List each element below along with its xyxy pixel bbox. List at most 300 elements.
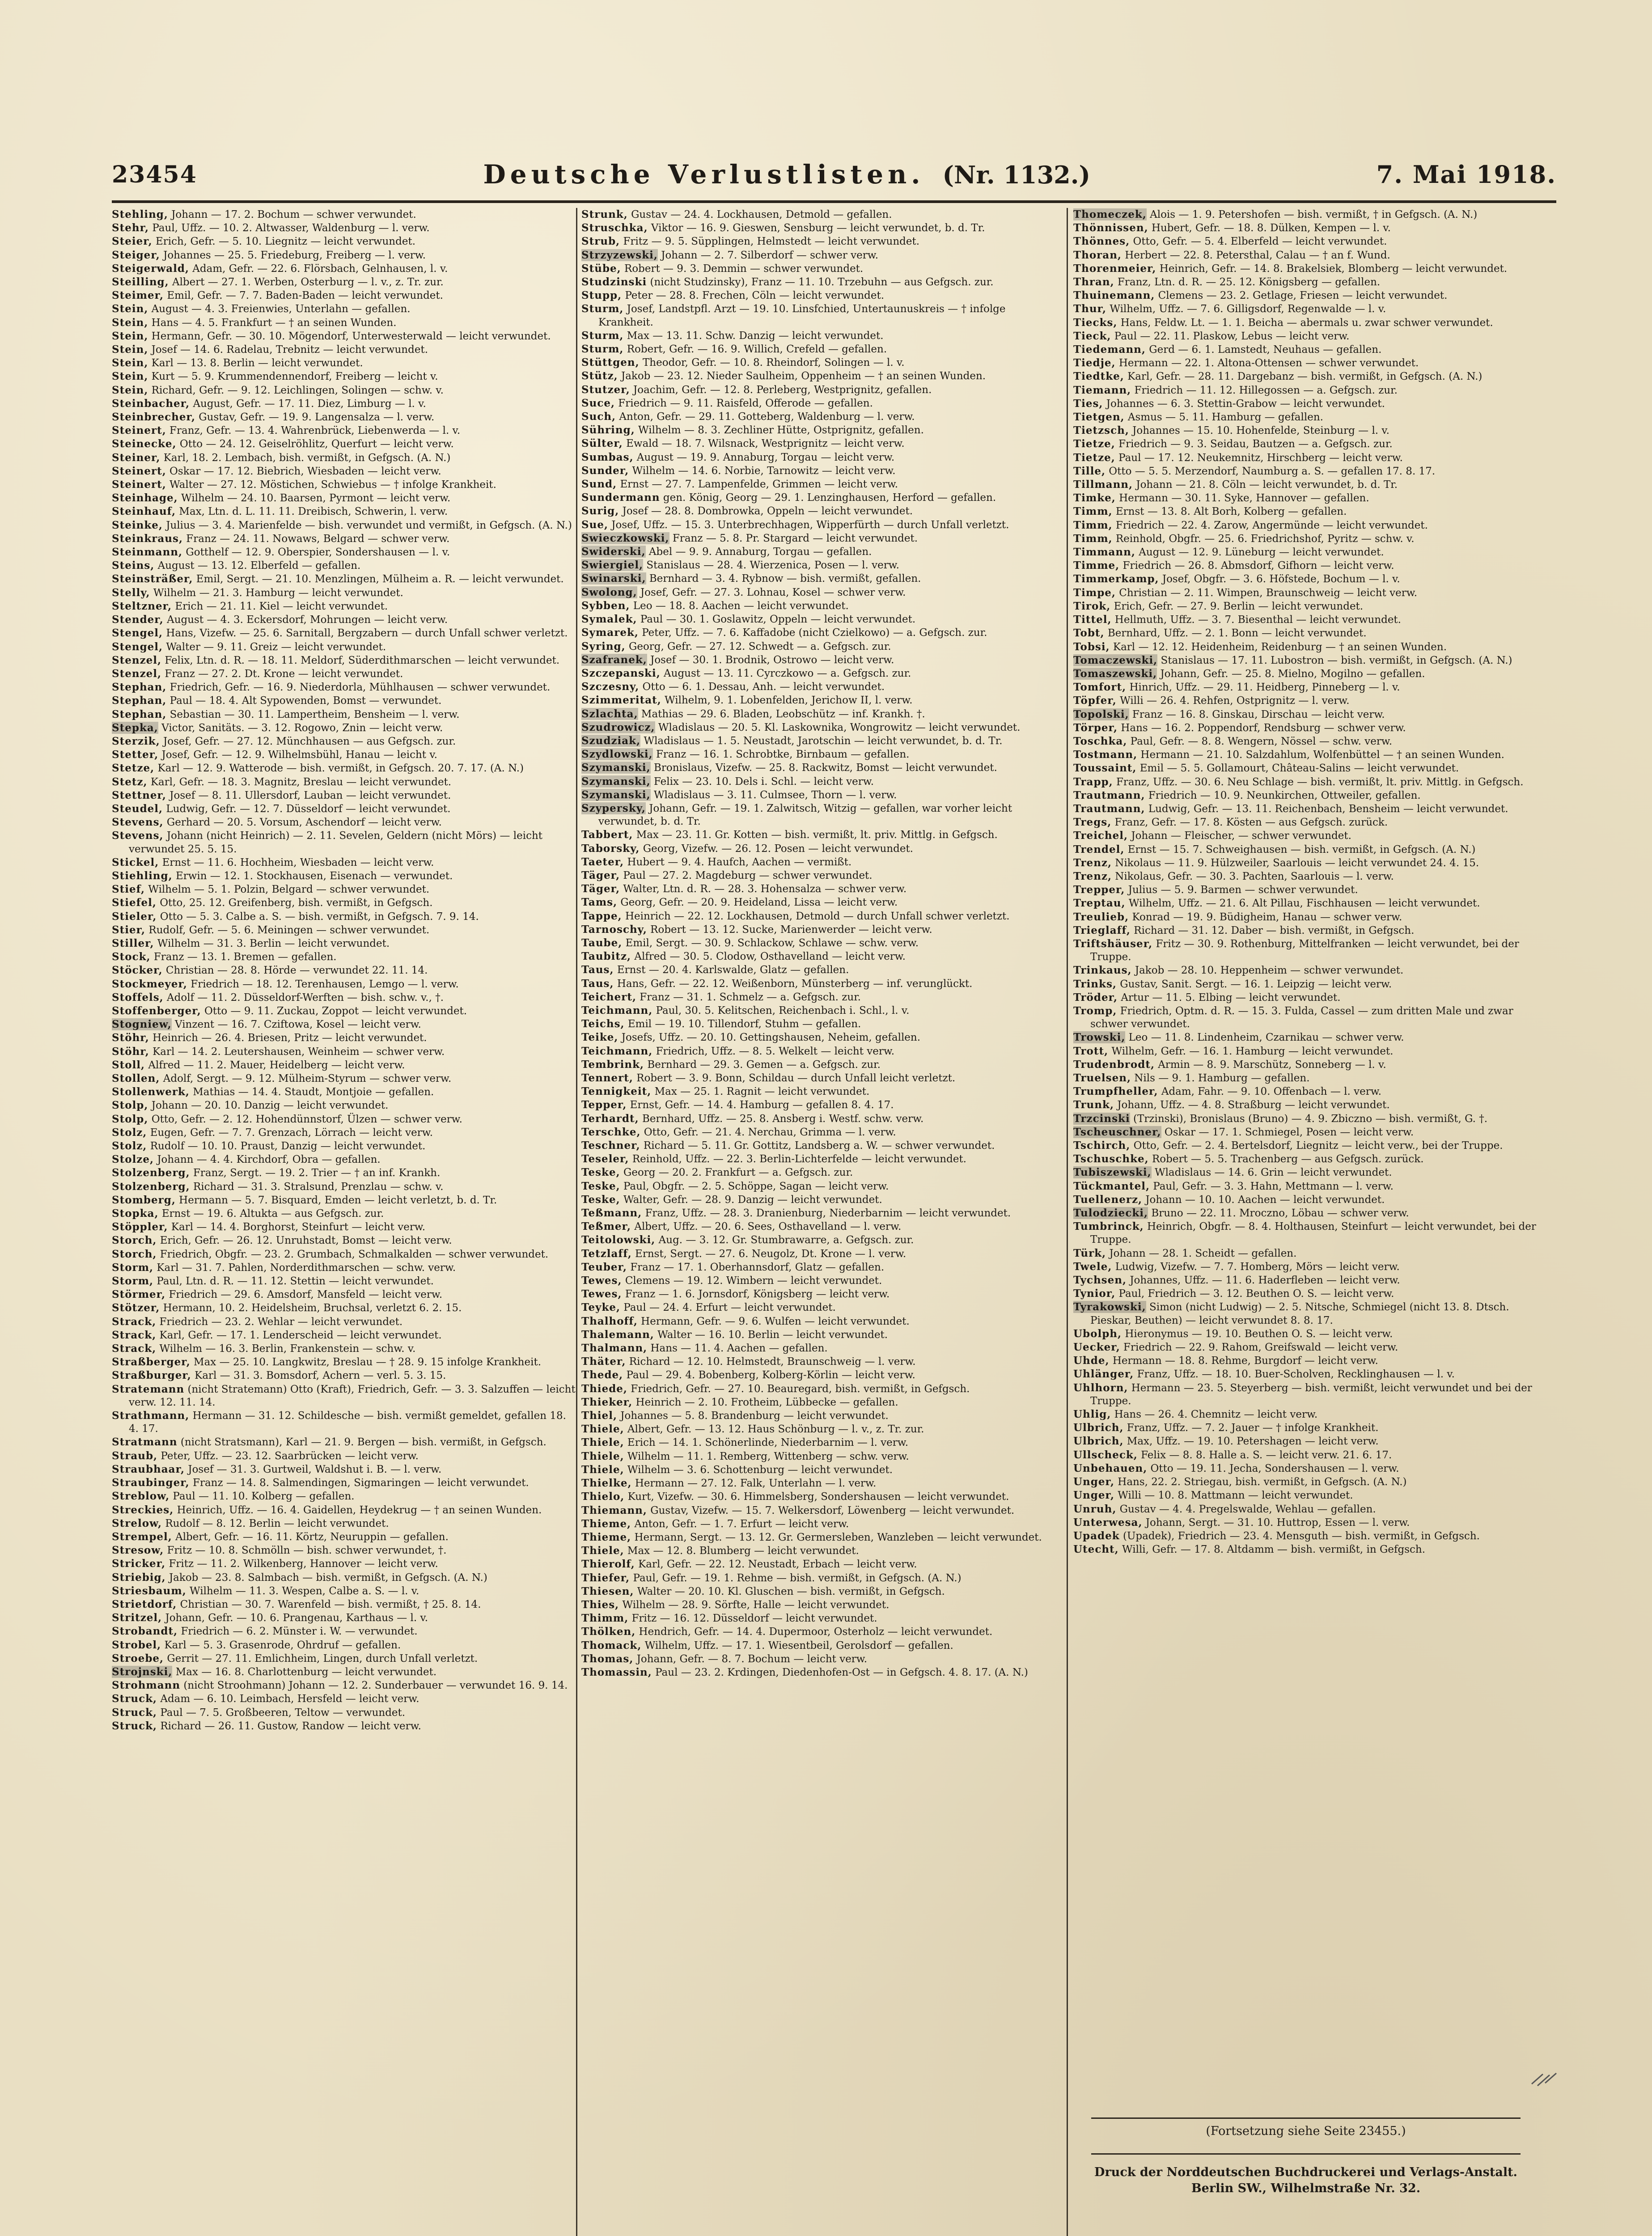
- entry-surname: Struck,: [112, 1693, 157, 1705]
- casualty-entry: [581, 1098, 1046, 1112]
- casualty-entry: [1073, 1004, 1538, 1031]
- entry-details: (nicht Studzinsky), Franz — 11. 10. Trzebuhn — aus Gefgsch. zur.: [650, 276, 994, 288]
- entry-surname: Trepper,: [1073, 884, 1125, 896]
- entry-surname: Strunk,: [581, 208, 628, 220]
- entry-surname: Thiele,: [581, 1463, 624, 1476]
- casualty-entry: [112, 532, 577, 546]
- entry-details: Emil — 19. 10. Tillendorf, Stuhm — gefallen.: [627, 1018, 861, 1030]
- entry-details: Rudolf, Gefr. — 5. 6. Meiningen — schwer verwundet.: [148, 924, 430, 936]
- entry-surname: Stogniew,: [112, 1018, 172, 1031]
- entry-details: Otto, Gefr. — 2. 4. Bertelsdorf, Liegnitz — leicht verw., bei der Truppe.: [1133, 1140, 1503, 1152]
- casualty-entry: [112, 411, 577, 424]
- entry-details: Paul — 22. 11. Plaskow, Lebus — leicht verw.: [1114, 330, 1350, 342]
- casualty-entry: [112, 937, 577, 950]
- entry-details: Franz, Gefr. — 13. 4. Wahrenbrück, Liebenwerda — l. v.: [169, 425, 461, 437]
- entry-surname: Tuellenerz,: [1073, 1193, 1143, 1206]
- entry-surname: Teseler,: [581, 1153, 629, 1165]
- entry-details: Bernhard, Uffz. — 25. 8. Ansberg i. Westf. schw. verw.: [642, 1113, 924, 1125]
- casualty-entry: [112, 262, 577, 275]
- entry-details: Walter — 16. 10. Berlin — leicht verwundet.: [657, 1329, 888, 1341]
- casualty-entry: [1073, 897, 1538, 910]
- entry-details: Franz — 27. 2. Dt. Krone — leicht verwundet.: [165, 668, 403, 680]
- entry-details: Wilhelm — 24. 10. Baarsen, Pyrmont — leicht verw.: [181, 492, 451, 504]
- entry-details: Hubert — 9. 4. Haufch, Aachen — vermißt.: [627, 856, 852, 868]
- entry-surname: Tumbrinck,: [1073, 1220, 1144, 1233]
- entry-surname: Thran,: [1073, 276, 1114, 288]
- entry-details: Gerhard — 20. 5. Vorsum, Aschendorf — leicht verw.: [166, 817, 442, 829]
- casualty-entry: [581, 1017, 1046, 1031]
- entry-details: August — 13. 12. Elberfeld — gefallen.: [157, 560, 361, 572]
- entry-details: Victor, Sanitäts. — 3. 12. Rogowo, Znin — leicht verw.: [161, 722, 443, 734]
- entry-details: Richard — 26. 11. Gustow, Randow — leicht verw.: [160, 1720, 421, 1732]
- casualty-entry: [1073, 924, 1538, 937]
- entry-surname: Sue,: [581, 518, 608, 531]
- casualty-entry: [581, 991, 1046, 1004]
- casualty-entry: [581, 1193, 1046, 1207]
- publication-title: Deutsche Verlustlisten.: [483, 159, 925, 190]
- casualty-entry: [1073, 1058, 1538, 1071]
- entry-surname: Tirok,: [1073, 600, 1111, 612]
- entry-surname: Tietgen,: [1073, 411, 1125, 423]
- entry-surname: Tabbert,: [581, 829, 633, 841]
- entry-details: Nikolaus, Gefr. — 30. 3. Pachten, Saarlouis — l. verw.: [1115, 870, 1394, 882]
- entry-details: Armin — 8. 9. Marschütz, Sonneberg — l. v.: [1158, 1059, 1386, 1071]
- entry-surname: Straubhaar,: [112, 1463, 185, 1475]
- entry-details: Josef — 30. 1. Brodnik, Ostrowo — leicht verw.: [650, 654, 894, 666]
- entry-surname: Swinarski,: [581, 572, 646, 585]
- entry-details: Josef — 28. 8. Dombrowka, Oppeln — leicht verwundet.: [622, 505, 913, 517]
- casualty-entry: [112, 708, 577, 721]
- entry-surname: Steinkraus,: [112, 532, 183, 545]
- casualty-entry: [112, 1665, 577, 1679]
- casualty-entry: [112, 451, 577, 465]
- casualty-entry: [112, 1248, 577, 1261]
- entry-details: Franz, Uffz. — 30. 6. Neu Schlage — bish. vermißt, lt. priv. Mittlg. in Gefgsch.: [1116, 776, 1524, 788]
- casualty-entry: [112, 1166, 577, 1180]
- entry-surname: Stenzel,: [112, 654, 162, 666]
- entry-surname: Stieler,: [112, 910, 157, 923]
- entry-surname: Straub,: [112, 1449, 158, 1462]
- entry-details: Heinrich, Gefr. — 14. 8. Brakelsiek, Blomberg — leicht verwundet.: [1159, 263, 1508, 275]
- entry-details: Otto, 25. 12. Greifenberg, bish. vermißt, in Gefgsch.: [160, 897, 433, 909]
- entry-surname: Stübe,: [581, 262, 621, 275]
- casualty-entry: [1073, 221, 1538, 235]
- casualty-entry: [1073, 1180, 1538, 1193]
- entry-surname: Strelow,: [112, 1517, 162, 1529]
- casualty-entry: [1073, 289, 1538, 302]
- casualty-entry: [1073, 1274, 1538, 1287]
- entry-surname: Thede,: [581, 1369, 623, 1381]
- entry-surname: Szymanski,: [581, 788, 651, 801]
- casualty-entry: [581, 788, 1046, 802]
- casualty-entry: [581, 1166, 1046, 1179]
- entry-surname: Thäter,: [581, 1355, 626, 1368]
- entry-surname: Stehling,: [112, 208, 168, 220]
- entry-details: Josef, Obgfr. — 3. 6. Höfstede, Bochum — l. v.: [1162, 573, 1400, 585]
- casualty-entry: [1073, 843, 1538, 856]
- entry-surname: Szypersky,: [581, 802, 646, 814]
- casualty-entry: [581, 855, 1046, 869]
- entry-details: Josef, Gefr. — 27. 12. Münchhausen — aus Gefgsch. zur.: [163, 735, 456, 747]
- casualty-entry: [112, 681, 577, 694]
- casualty-entry: [112, 505, 577, 518]
- casualty-entry: [112, 1692, 577, 1706]
- casualty-entry: [581, 640, 1046, 653]
- entry-surname: Szimmeritat,: [581, 694, 661, 707]
- casualty-entry: [112, 1018, 577, 1031]
- entry-surname: Teske,: [581, 1193, 620, 1206]
- entry-details: Karl, Gefr. — 18. 3. Magnitz, Breslau — leicht verwundet.: [150, 776, 452, 788]
- entry-details: Paul, Gefr. — 3. 3. Hahn, Mettmann — l. verw.: [1153, 1180, 1394, 1192]
- casualty-entry: [112, 559, 577, 572]
- entry-details: Adolf, Sergt. — 9. 12. Mülheim-Styrum — schwer verw.: [163, 1073, 452, 1084]
- casualty-entry: [112, 302, 577, 316]
- entry-surname: Tobt,: [1073, 627, 1105, 639]
- entry-details: Hellmuth, Uffz. — 3. 7. Biesenthal — leicht verwundet.: [1114, 614, 1401, 626]
- entry-details: Karl — 14. 4. Borghorst, Steinfurt — leicht verw.: [171, 1221, 426, 1233]
- casualty-entry: [112, 910, 577, 923]
- casualty-entry: [581, 1220, 1046, 1233]
- casualty-entry: [1073, 546, 1538, 559]
- entry-details: Ernst — 15. 7. Schweighausen — bish. vermißt, in Gefgsch. (A. N.): [1127, 843, 1476, 855]
- entry-details: Erwin — 12. 1. Stockhausen, Eisenach — verwundet.: [175, 870, 453, 882]
- entry-details: Clemens — 23. 2. Getlage, Friesen — leicht verwundet.: [1158, 290, 1448, 302]
- entry-details: Hermann, Sergt. — 13. 12. Gr. Germersleben, Wanzleben — leicht verwundet.: [634, 1531, 1042, 1543]
- entry-details: Ernst — 13. 8. Alt Borh, Kolberg — gefallen.: [1115, 506, 1347, 518]
- entry-surname: Stolzenberg,: [112, 1180, 190, 1193]
- entry-surname: Szafranek,: [581, 653, 647, 666]
- casualty-entry: [1073, 816, 1538, 829]
- entry-surname: Strub,: [581, 235, 620, 248]
- entry-details: Albert, Uffz. — 20. 6. Sees, Osthavelland — l. verw.: [634, 1221, 902, 1233]
- casualty-entry: [581, 828, 1046, 842]
- casualty-entry: [112, 465, 577, 478]
- entry-details: Friedrich — 11. 12. Hillegossen — a. Gefgsch. zur.: [1134, 384, 1398, 396]
- entry-surname: Stickel,: [112, 856, 159, 868]
- casualty-entry: [581, 559, 1046, 572]
- casualty-entry: [581, 1274, 1046, 1287]
- entry-surname: Steigerwald,: [112, 262, 189, 275]
- entry-details: Friedrich — 9. 11. Raisfeld, Offerode — gefallen.: [618, 397, 873, 409]
- casualty-entry: [581, 249, 1046, 262]
- entry-surname: Stock,: [112, 951, 151, 963]
- entry-details: Otto — 6. 1. Dessau, Anh. — leicht verwundet.: [642, 681, 885, 693]
- entry-surname: Thiefer,: [581, 1571, 630, 1584]
- entry-surname: Striebig,: [112, 1571, 166, 1584]
- entry-surname: Studzinski: [581, 276, 647, 288]
- entry-surname: Thiele,: [581, 1423, 624, 1436]
- entry-details: Georg — 20. 2. Frankfurt — a. Gefgsch. zur.: [623, 1167, 853, 1179]
- casualty-entry: [581, 1652, 1046, 1666]
- entry-surname: Stolz,: [112, 1126, 147, 1139]
- casualty-entry: [112, 1288, 577, 1301]
- casualty-entry: [112, 519, 577, 532]
- entry-surname: Teichmann,: [581, 1045, 653, 1057]
- casualty-entry: [112, 1517, 577, 1530]
- entry-details: Emil, Gefr. — 7. 7. Baden-Baden — leicht verwundet.: [167, 290, 443, 302]
- casualty-entry: [112, 762, 577, 775]
- entry-details: Josef, Gefr. — 12. 9. Wilhelmsbühl, Hanau — leicht v.: [161, 749, 437, 761]
- entry-details: Clemens — 19. 12. Wimbern — leicht verwundet.: [625, 1275, 882, 1287]
- casualty-entry: [1073, 1112, 1538, 1126]
- casualty-entry: [112, 1383, 577, 1409]
- entry-surname: Stettner,: [112, 789, 166, 801]
- entry-details: Friedrich — 18. 12. Terenhausen, Lemgo — l. verw.: [191, 978, 459, 990]
- casualty-entry: [1073, 397, 1538, 411]
- casualty-entry: [581, 1612, 1046, 1625]
- entry-surname: Sunder,: [581, 464, 629, 477]
- entry-surname: Stelly,: [112, 586, 150, 599]
- casualty-entry: [112, 694, 577, 707]
- entry-details: Ernst — 11. 6. Hochheim, Wiesbaden — leicht verw.: [162, 856, 434, 868]
- casualty-entry: [112, 1611, 577, 1625]
- entry-surname: Trowski,: [1073, 1031, 1126, 1044]
- entry-details: Paul, Obgfr. — 2. 5. Schöppe, Sagan — leicht verw.: [623, 1180, 889, 1192]
- entry-details: Karl — 5. 3. Grasenrode, Ohrdruf — gefallen.: [164, 1639, 401, 1651]
- entry-details: Georg, Gefr. — 27. 12. Schwedt — a. Gefgsch. zur.: [628, 640, 891, 652]
- entry-details: Julius — 5. 9. Barmen — schwer verwundet.: [1128, 884, 1358, 896]
- entry-surname: Tubiszewski,: [1073, 1166, 1152, 1179]
- entry-details: Hans — 11. 4. Aachen — gefallen.: [650, 1342, 828, 1355]
- casualty-entry: [581, 1490, 1046, 1503]
- casualty-entry: [1073, 1152, 1538, 1166]
- casualty-entry: [1073, 1516, 1538, 1529]
- casualty-entry: [112, 1085, 577, 1099]
- entry-details: Karl — 12. 9. Watterode — bish. vermißt, in Gefgsch. 20. 7. 17. (A. N.): [157, 762, 524, 775]
- casualty-entry: [1073, 775, 1538, 789]
- entry-details: Ludwig, Gefr. — 12. 7. Düsseldorf — leicht verwundet.: [166, 803, 451, 815]
- issue-number: (Nr. 1132.): [942, 161, 1091, 189]
- entry-surname: Stratmann: [112, 1436, 178, 1448]
- entry-surname: Thieme,: [581, 1517, 631, 1530]
- entry-surname: Teitolowski,: [581, 1234, 656, 1246]
- entry-details: Karl — 12. 12. Heidenheim, Reidenburg — † an seinen Wunden.: [1113, 641, 1447, 653]
- entry-details: Karl, Gefr. — 22. 12. Neustadt, Erbach — leicht verw.: [638, 1558, 917, 1571]
- entry-details: Hermann — 31. 12. Schildesche — bish. vermißt gemeldet, gefallen 18. 4. 17.: [129, 1410, 566, 1435]
- continuation-note: (Fortsetzung siehe Seite 23455.): [1206, 2124, 1406, 2138]
- entry-details: Erich, Gefr. — 27. 9. Berlin — leicht verwundet.: [1114, 600, 1364, 612]
- entry-surname: Thiemann,: [581, 1504, 647, 1516]
- casualty-entry: [112, 1544, 577, 1557]
- entry-surname: Stein,: [112, 384, 148, 396]
- entry-details: Wilhelm — 11. 1. Remberg, Wittenberg — schw. verw.: [627, 1450, 909, 1462]
- entry-details: Bruno — 22. 11. Mroczno, Löbau — schwer verw.: [1151, 1207, 1409, 1220]
- entry-surname: Taborsky,: [581, 842, 640, 855]
- casualty-entry: [1073, 316, 1538, 330]
- casualty-entry: [581, 356, 1046, 369]
- entry-details: Erich — 14. 1. Schönerlinde, Niederbarnim — l. verw.: [627, 1437, 909, 1449]
- casualty-entry: [581, 882, 1046, 896]
- casualty-entry: [112, 1113, 577, 1126]
- entry-details: Hans — 4. 5. Frankfurt — † an seinen Wunden.: [151, 317, 397, 329]
- entry-details: Max — 16. 8. Charlottenburg — leicht verwundet.: [175, 1666, 437, 1678]
- entry-surname: Stolp,: [112, 1113, 148, 1125]
- casualty-entry: [112, 978, 577, 991]
- entry-details: Anton, Gefr. — 29. 11. Gotteberg, Waldenburg — l. verw.: [619, 411, 915, 423]
- casualty-entry: [1073, 1193, 1538, 1207]
- entry-surname: Szydlowski,: [581, 748, 653, 761]
- casualty-entry: [112, 1342, 577, 1355]
- entry-surname: Teßmann,: [581, 1207, 642, 1220]
- casualty-entry: [1073, 708, 1538, 721]
- entry-surname: Uhlhorn,: [1073, 1381, 1128, 1394]
- entry-details: Franz, Uffz. — 18. 10. Buer-Scholven, Recklinghausen — l. v.: [1137, 1368, 1455, 1381]
- casualty-entry: [1073, 937, 1538, 964]
- casualty-entry: [581, 1247, 1046, 1261]
- entry-details: Wilhelm — 16. 3. Berlin, Frankenstein — schw. v.: [159, 1343, 416, 1355]
- entry-details: Willi — 10. 8. Mattmann — leicht verwundet.: [1118, 1490, 1353, 1502]
- printer-address: Berlin SW., Wilhelmstraße Nr. 32.: [1191, 2181, 1421, 2195]
- header-center: [483, 159, 1090, 190]
- entry-details: Max, Ltn. d. L. 11. 11. Dreibisch, Schwerin, l. verw.: [179, 506, 448, 518]
- casualty-entry: [1073, 694, 1538, 707]
- entry-surname: Uhde,: [1073, 1355, 1110, 1367]
- entry-surname: Taube,: [581, 936, 623, 949]
- entry-details: Richard — 31. 3. Stralsund, Prenzlau — schw. v.: [193, 1181, 444, 1193]
- column-divider: [1067, 208, 1068, 2236]
- entry-details: Friedrich — 6. 2. Münster i. W. — verwundet.: [181, 1626, 418, 1638]
- entry-details: Heinrich — 22. 12. Lockhausen, Detmold — durch Unfall schwer verletzt.: [625, 910, 1010, 922]
- entry-surname: Trumpfheller,: [1073, 1085, 1158, 1098]
- casualty-entry: [112, 1463, 577, 1476]
- entry-details: Emil — 5. 5. Gollamourt, Château-Salins — leicht verwundet.: [1139, 762, 1459, 775]
- entry-surname: Struschka,: [581, 222, 648, 234]
- entry-surname: Stritzel,: [112, 1612, 162, 1624]
- entry-surname: Swolong,: [581, 586, 637, 598]
- entry-details: Hermann — 23. 5. Steyerberg — bish. vermißt, leicht verwundet und bei der Truppe.: [1090, 1382, 1532, 1407]
- entry-details: Alois — 1. 9. Petershofen — bish. vermißt, † in Gefgsch. (A. N.): [1150, 209, 1478, 220]
- casualty-entry: [581, 532, 1046, 545]
- entry-surname: Struck,: [112, 1706, 157, 1719]
- entry-surname: Thomeczek,: [1073, 208, 1147, 220]
- entry-details: Otto — 19. 11. Jecha, Sondershausen — l. verw.: [1150, 1462, 1399, 1474]
- entry-details: Gustav — 4. 4. Pregelswalde, Wehlau — gefallen.: [1119, 1503, 1376, 1515]
- casualty-entry: [581, 1558, 1046, 1571]
- entry-details: Otto — 24. 12. Geiselröhlitz, Querfurt — leicht verw.: [179, 438, 454, 450]
- casualty-entry: [581, 1666, 1046, 1679]
- entry-surname: Teske,: [581, 1166, 620, 1179]
- entry-details: Josef, Uffz. — 15. 3. Unterbrechhagen, Wipperfürth — durch Unfall verletzt.: [611, 519, 1009, 531]
- entry-surname: Tomfort,: [1073, 681, 1127, 694]
- casualty-entry: [581, 1598, 1046, 1612]
- casualty-entry: [1073, 1045, 1538, 1058]
- entry-surname: Storch,: [112, 1234, 157, 1247]
- casualty-entry: [581, 343, 1046, 356]
- casualty-entry: [581, 950, 1046, 963]
- entry-surname: Sundermann: [581, 491, 660, 504]
- casualty-entry: [112, 1652, 577, 1665]
- entry-surname: Ubolph,: [1073, 1327, 1122, 1340]
- entry-surname: Ties,: [1073, 397, 1103, 410]
- casualty-entry: [581, 1450, 1046, 1463]
- entry-details: Kurt, Vizefw. — 30. 6. Himmelsberg, Sondershausen — leicht verwundet.: [627, 1491, 1009, 1503]
- casualty-entry: [1073, 1085, 1538, 1098]
- entry-surname: Steinecke,: [112, 438, 177, 450]
- entry-details: Willi — 26. 4. Rehfen, Ostprignitz — l. verw.: [1120, 695, 1350, 707]
- casualty-entry: [581, 383, 1046, 397]
- entry-details: Hubert, Gefr. — 18. 8. Dülken, Kempen — l. v.: [1151, 222, 1391, 234]
- entry-details: gen. König, Georg — 29. 1. Lenzinghausen, Herford — gefallen.: [663, 492, 996, 504]
- entry-surname: Taus,: [581, 977, 614, 990]
- entry-surname: Teichert,: [581, 991, 636, 1003]
- casualty-entry: [112, 1490, 577, 1503]
- casualty-entry: [1073, 883, 1538, 897]
- entry-details: Josef, Landstpfl. Arzt — 19. 10. Linsfchied, Untertaunuskreis — † infolge Krankheit.: [598, 303, 1006, 328]
- casualty-entry: [112, 802, 577, 816]
- entry-details: Max — 25. 10. Langkwitz, Breslau — † 28. 9. 15 infolge Krankheit.: [194, 1356, 542, 1368]
- casualty-entry: [1073, 1368, 1538, 1381]
- entry-details: (nicht Stroohmann) Johann — 12. 2. Sunderbauer — verwundet 16. 9. 14.: [183, 1680, 568, 1692]
- entry-details: Max, Uffz. — 19. 10. Petershagen — leicht verw.: [1127, 1436, 1379, 1448]
- casualty-entry: [581, 802, 1046, 828]
- casualty-entry: [1073, 1341, 1538, 1354]
- entry-surname: Struck,: [112, 1719, 157, 1732]
- entry-surname: Symalek,: [581, 613, 637, 626]
- entry-details: Paul — 29. 4. Bobenberg, Kolberg-Körlin — leicht verw.: [626, 1369, 915, 1381]
- entry-surname: Tostmann,: [1073, 749, 1138, 761]
- casualty-entry: [581, 707, 1046, 721]
- entry-surname: Törper,: [1073, 721, 1118, 734]
- casualty-entry: [112, 1059, 577, 1072]
- entry-details: Johann, Sergt. — 31. 10. Huttrop, Essen — l. verw.: [1145, 1516, 1410, 1529]
- entry-surname: Twele,: [1073, 1260, 1112, 1273]
- casualty-entry: [112, 397, 577, 411]
- entry-details: Fritz — 10. 8. Schmölln — bish. schwer verwundet, †.: [167, 1545, 447, 1557]
- entry-surname: Toschka,: [1073, 735, 1127, 747]
- entry-details: Eugen, Gefr. — 7. 7. Grenzach, Lörrach — leicht verw.: [150, 1126, 433, 1139]
- casualty-entry: [581, 1139, 1046, 1152]
- entry-surname: Tietzsch,: [1073, 424, 1129, 437]
- casualty-entry: [112, 235, 577, 248]
- casualty-entry: [581, 289, 1046, 302]
- entry-surname: Treichel,: [1073, 830, 1128, 842]
- entry-details: Johannes — 6. 3. Stettin-Grabow — leicht verwundet.: [1106, 398, 1385, 410]
- entry-details: Mathias — 29. 6. Bladen, Leobschütz — inf. Krankh. †.: [641, 708, 925, 720]
- entry-details: Wilhelm — 8. 3. Zechliner Hütte, Ostprignitz, gefallen.: [638, 424, 924, 436]
- entry-details: Paul — 23. 2. Krdingen, Diedenhofen-Ost — in Gefgsch. 4. 8. 17. (A. N.): [655, 1666, 1028, 1678]
- entry-details: Franz — 14. 8. Salmendingen, Sigmaringen — leicht verwundet.: [193, 1477, 529, 1489]
- entry-details: Johann — 28. 1. Scheidt — gefallen.: [1109, 1247, 1297, 1259]
- casualty-entry: [581, 910, 1046, 923]
- entry-surname: Tychsen,: [1073, 1274, 1127, 1287]
- entry-surname: Unger,: [1073, 1489, 1114, 1502]
- entry-surname: Teike,: [581, 1031, 618, 1044]
- entry-surname: Stevens,: [112, 816, 164, 829]
- entry-surname: Stiller,: [112, 937, 154, 949]
- entry-surname: Tille,: [1073, 465, 1106, 477]
- entry-surname: Stiefel,: [112, 897, 157, 909]
- entry-details: Karl — 13. 8. Berlin — leicht verwundet.: [151, 357, 363, 369]
- entry-surname: Sülter,: [581, 437, 623, 450]
- entry-details: Franz — 24. 11. Nowaws, Belgard — schwer verw.: [186, 533, 450, 545]
- issue-date: 7. Mai 1918.: [1376, 160, 1556, 189]
- casualty-entry: [581, 464, 1046, 478]
- entry-details: Josef — 31. 3. Gurtweil, Waldshut i. B. — l. verw.: [188, 1463, 442, 1475]
- entry-details: Otto — 5. 3. Calbe a. S. — bish. vermißt, in Gefgsch. 7. 9. 14.: [160, 910, 479, 923]
- casualty-entry: [112, 789, 577, 802]
- casualty-entry: [1073, 856, 1538, 870]
- entry-details: Anton, Gefr. — 1. 7. Erfurt — leicht verw.: [634, 1518, 849, 1530]
- entry-surname: Topolski,: [1073, 708, 1129, 720]
- entry-surname: Teyke,: [581, 1301, 621, 1314]
- entry-details: Ludwig, Gefr. — 13. 11. Reichenbach, Bensheim — leicht verwundet.: [1148, 803, 1508, 815]
- entry-surname: Tiedtke,: [1073, 370, 1124, 383]
- entry-details: Paul, 30. 5. Kelitschen, Reichenbach i. Schl., l. v.: [656, 1004, 910, 1016]
- entry-surname: Teßmer,: [581, 1220, 631, 1233]
- entry-surname: Timmerkamp,: [1073, 573, 1159, 585]
- entry-surname: Steinhage,: [112, 492, 178, 504]
- entry-details: Jakob — 28. 10. Heppenheim — schwer verwundet.: [1135, 965, 1404, 977]
